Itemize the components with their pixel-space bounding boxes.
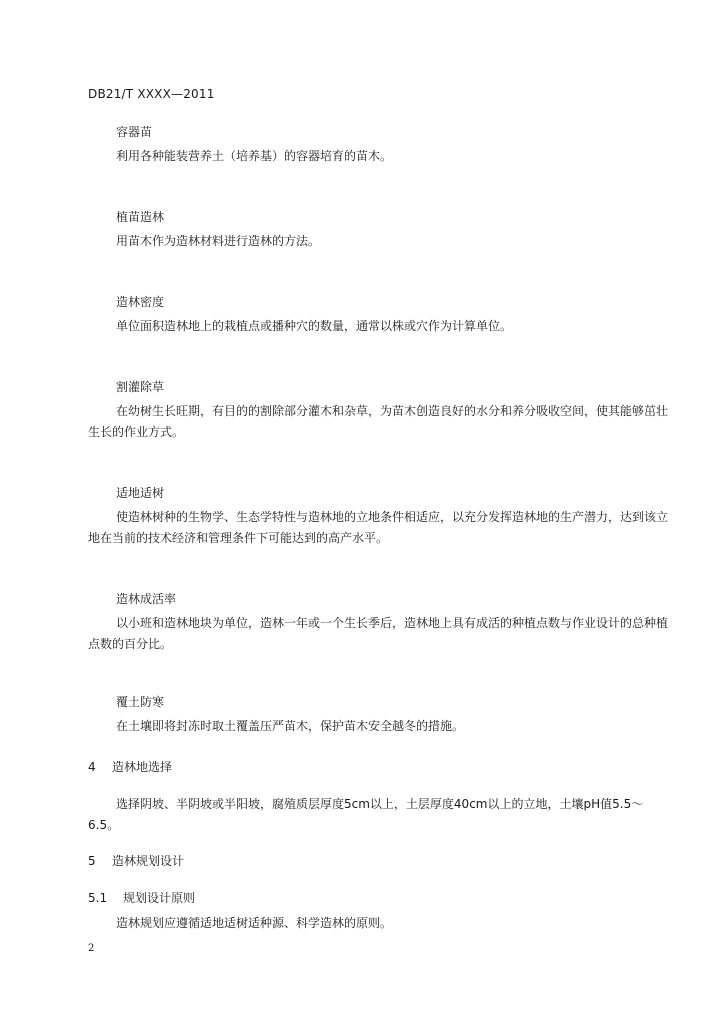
term-title-survival-rate: 造林成活率 [116,592,177,606]
section-5-1-title: 规划设计原则 [123,891,196,905]
term-title-weeding: 割灌除草 [116,380,165,394]
section-5-number: 5 [88,854,96,868]
section-5-1-body: 造林规划应遵循适地适树适种源、科学造林的原则。 [116,916,393,930]
page-number: 2 [88,943,95,954]
page-header: DB21/T XXXX—2011 [88,87,215,101]
section-5-1-number: 5.1 [88,891,108,905]
section-4-title: 造林地选择 [112,760,173,774]
section-5-1-heading [88,889,195,906]
term-definition-site-matching: 使造林树种的生物学、生态学特性与造林地的立地条件相适应，以充分发挥造林地的生产潜力，达到该立地在当前的技术经济和管理条件下可能达到的高产水平。 [88,510,669,545]
section-5-title: 造林规划设计 [112,854,185,868]
section-5-heading [88,852,184,869]
section-4-number: 4 [88,760,96,774]
term-title-container-seedling: 容器苗 [116,125,153,139]
term-title-site-matching: 适地适树 [116,486,165,500]
term-definition-planting-afforestation: 用苗木作为造林材料进行造林的方法。 [116,234,321,248]
term-title-planting-afforestation: 植苗造林 [116,210,165,224]
section-4-body: 选择阴坡、半阴坡或半阳坡，腐殖质层厚度5cm以上，土层厚度40cm以上的立地，土壤pH值5.5～6.5。 [88,797,644,832]
term-title-soil-covering: 覆土防寒 [116,695,165,709]
term-definition-planting-density: 单位面积造林地上的栽植点或播种穴的数量，通常以株或穴作为计算单位。 [116,319,513,333]
term-definition-container-seedling: 利用各种能装营养土（培养基）的容器培育的苗木。 [116,149,393,163]
term-definition-weeding: 在幼树生长旺期，有目的的割除部分灌木和杂草，为苗木创造良好的水分和养分吸收空间，使其能够茁壮生长的作业方式。 [88,404,669,439]
term-definition-soil-covering: 在土壤即将封冻时取土覆盖压严苗木，保护苗木安全越冬的措施。 [116,719,465,733]
term-definition-survival-rate: 以小班和造林地块为单位，造林一年或一个生长季后，造林地上具有成活的种植点数与作业设计的总种植点数的百分比。 [88,616,669,651]
term-title-planting-density: 造林密度 [116,295,165,309]
section-4-heading [88,758,172,775]
